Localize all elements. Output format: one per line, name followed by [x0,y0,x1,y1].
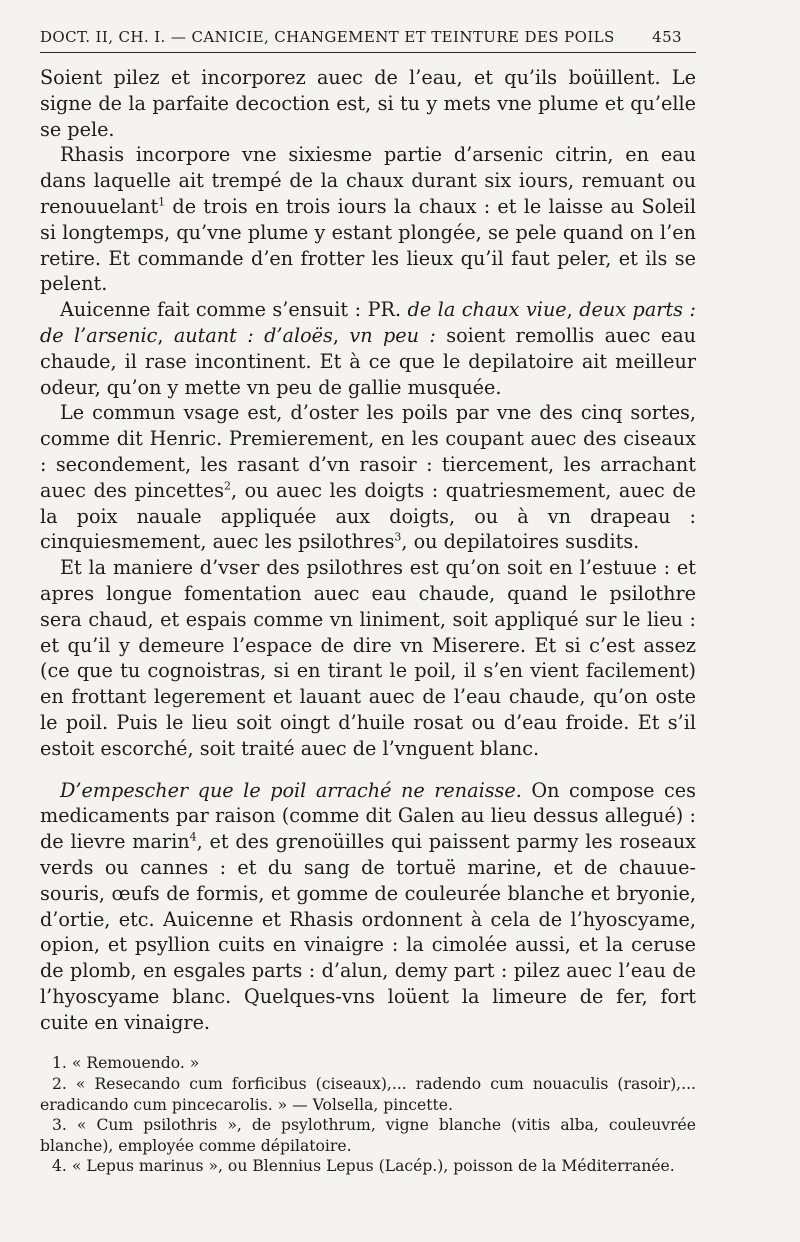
footnotes [40,1053,696,1177]
footnote-1: 1. « Remouendo. » [52,1054,200,1073]
book-page [40,28,696,1177]
footnote-ref-4: 4 [189,830,197,844]
text-run: , [332,323,350,347]
running-header [40,28,696,53]
paragraph-3 [40,297,696,400]
text-run: , et des grenoüilles qui paissent parmy les roseaux verds ou cannes : et du sang de tortuë marine, et de chauue-souris, œufs de formis, et gomme de couleurée blanche et bryonie, d’ortie, etc. Auicenne et Rhasis ordonnent à cela de l’hyoscyame, opion, et psyllion cuits en vinaigre : la cimolée aussi, et la ceruse de plomb, en esgales parts : d’alun, demy part : pilez auec l’eau de l’hyoscyame blanc. Quelques-vns loüent la limeure de fer, fort cuite en vinaigre. [40,830,696,1034]
text-run: Rhasis incorpore vne sixiesme partie d’arsenic citrin, en eau dans laquelle ait trempé de la chaux durant six iours, remuant ou renouuelant [40,143,696,218]
text-run: soient remollis auec eau chaude, il rase incontinent. Et à ce que le depilatoire ait meilleur odeur, qu’on y mette vn peu de gallie musquée. [40,323,697,399]
text-run: Auicenne fait comme s’ensuit : PR. [60,298,408,322]
paragraph-6 [40,778,696,1036]
paragraph-4 [40,400,696,555]
section-heading-italic: D’empescher que le poil arraché ne renaisse. [60,778,522,802]
main-text [40,65,696,1035]
text-run: On compose ces medicaments par raison (comme dit Galen au lieu dessus allegué) : de lievre marin [40,778,696,854]
paragraph-2 [40,142,696,297]
footnote-3: 3. « Cum psilothris », de psylothrum, vigne blanche (vitis alba, couleuvrée blanche), employée comme dépilatoire. [40,1116,696,1155]
text-run: , ou depilatoires susdits. [401,530,640,554]
text-run: , [566,298,580,322]
text-run: , ou auec les doigts : quatriesmement, auec de la poix nauale appliquée aux doigts, ou à vn drapeau : cinquiesmement, auec les psilothres [40,478,696,554]
text-run: , [157,323,174,347]
paragraph-1: Soient pilez et incorporez auec de l’eau, et qu’ils boüillent. Le signe de la parfaite decoction est, si tu y mets vne plume et qu’elle se pele. [40,66,696,141]
page-number: 453 [652,28,682,46]
text-run: Le commun vsage est, d’oster les poils par vne des cinq sortes, comme dit Henric. Premierement, en les coupant auec des ciseaux : secondement, les rasant d’vn rasoir : tiercement, les arrachant auec des pincettes [40,401,696,502]
paragraph-5: Et la maniere d’vser des psilothres est qu’on soit en l’estuue : et apres longue fomentation auec eau chaude, quand le psilothre sera chaud, et espais comme vn liniment, soit appliqué sur le lieu : et qu’il y demeure l’espace de dire vn Miserere. Et si c’est assez (ce que tu cognoistras, si en tirant le poil, il s’en vient facilement) en frottant legerement et lauant auec de l’eau chaude, qu’on oste le poil. Puis le lieu soit oingt d’huile rosat ou d’eau froide. Et s’il estoit escorché, soit traité auec de l’vnguent blanc. [40,556,696,760]
running-title: DOCT. II, CH. I. — CANICIE, CHANGEMENT ET TEINTURE DES POILS [40,28,615,46]
footnote-ref-1: 1 [158,195,166,209]
footnote-ref-2: 2 [223,479,231,493]
italic-run: vn peu : [349,323,436,347]
italic-run: deux parts : de l’arsenic [40,298,696,347]
italic-run: de la chaux viue [407,298,567,322]
italic-run: autant : d’aloës [173,323,333,347]
footnote-4: 4. « Lepus marinus », ou Blennius Lepus (Lacép.), poisson de la Méditerranée. [52,1157,675,1176]
footnote-ref-3: 3 [394,530,402,544]
footnote-2: 2. « Resecando cum forficibus (ciseaux),... radendo cum nouaculis (rasoir),... eradicando cum pincecarolis. » — Volsella, pincette. [40,1075,696,1114]
text-run: de trois en trois iours la chaux : et le laisse au Soleil si longtemps, qu’vne plume y estant plongée, se pele quand on l’en retire. Et commande d’en frotter les lieux qu’il faut peler, et ils se pelent. [40,194,696,296]
